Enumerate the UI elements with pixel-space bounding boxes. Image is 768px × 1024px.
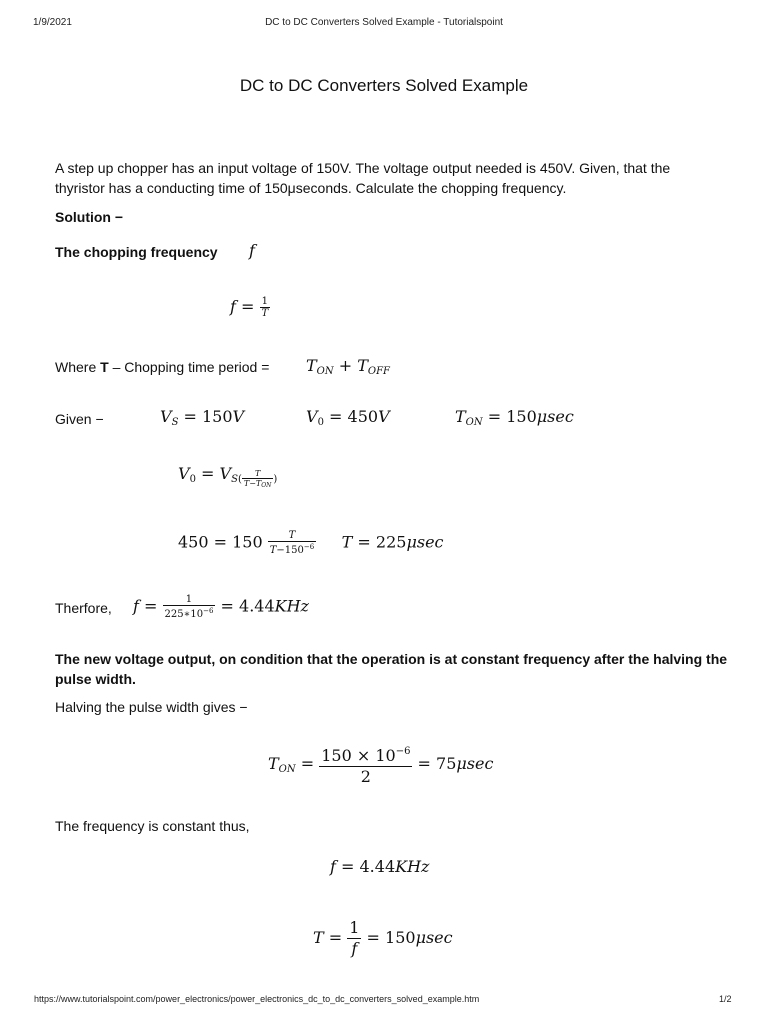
where-line bbox=[55, 357, 269, 377]
halving-text: Halving the pulse width gives − bbox=[55, 699, 248, 715]
equation-solve-T: 450 = 150 $\frac{T}{T-150^{-6}}$ T = 225μsec bbox=[178, 530, 444, 556]
where-suffix: – Chopping time period = bbox=[108, 359, 270, 375]
equation-f-equals-1-over-T: f = $\frac{1}{T}$ bbox=[230, 296, 269, 319]
new-voltage-heading: The new voltage output, on condition that the operation is at constant frequency after the halving the pulse width. bbox=[55, 651, 728, 687]
equation-T-result: T = $\frac{1}{f}$ = 150μsec bbox=[313, 918, 453, 958]
print-header-title: DC to DC Converters Solved Example - Tutorialspoint bbox=[265, 17, 503, 28]
chopping-frequency-label: The chopping frequency bbox=[55, 244, 218, 260]
page-title: DC to DC Converters Solved Example bbox=[239, 76, 529, 95]
therefore-label: Therfore, bbox=[55, 600, 112, 616]
where-T: T bbox=[100, 359, 109, 375]
given-vs: $V_S = 150V$ bbox=[160, 407, 245, 428]
equation-f-constant: f = 4.44KHz bbox=[330, 857, 430, 876]
equation-v0-formula: $V_0 = V_{S( \frac{T}{T-T_{ON}} )}$ bbox=[178, 464, 278, 489]
constant-text: The frequency is constant thus, bbox=[55, 818, 250, 834]
problem-statement: A step up chopper has an input voltage of 150V. The voltage output needed is 450V. Given, that the thyristor has a conducting time of 150μseconds. Calculate the chopping frequency. bbox=[55, 160, 671, 196]
given-ton: $T_{ON} = 150\mu\sec$ bbox=[455, 407, 574, 428]
equation-ton-plus-toff: $T_{ON} + T_{OFF}$ bbox=[306, 356, 390, 377]
symbol-f: f bbox=[249, 241, 255, 260]
given-v0: $V_0 = 450V$ bbox=[306, 407, 390, 428]
print-date: 1/9/2021 bbox=[33, 17, 72, 28]
print-footer-url: https://www.tutorialspoint.com/power_electronics/power_electronics_dc_to_dc_converters_solved_example.htm bbox=[34, 994, 480, 1004]
where-prefix: Where bbox=[55, 359, 101, 375]
equation-f-result: f = $\frac{1}{225∗10^{-6}}$ = 4.44KHz bbox=[133, 594, 309, 620]
solution-label: Solution − bbox=[55, 209, 124, 225]
given-label: Given − bbox=[55, 411, 104, 427]
equation-ton-halved: $T_{ON}$ = $\frac{150 \times 10^{-6}}{2}$ = 75μsec bbox=[268, 742, 493, 787]
page-number: 1/2 bbox=[719, 994, 732, 1004]
